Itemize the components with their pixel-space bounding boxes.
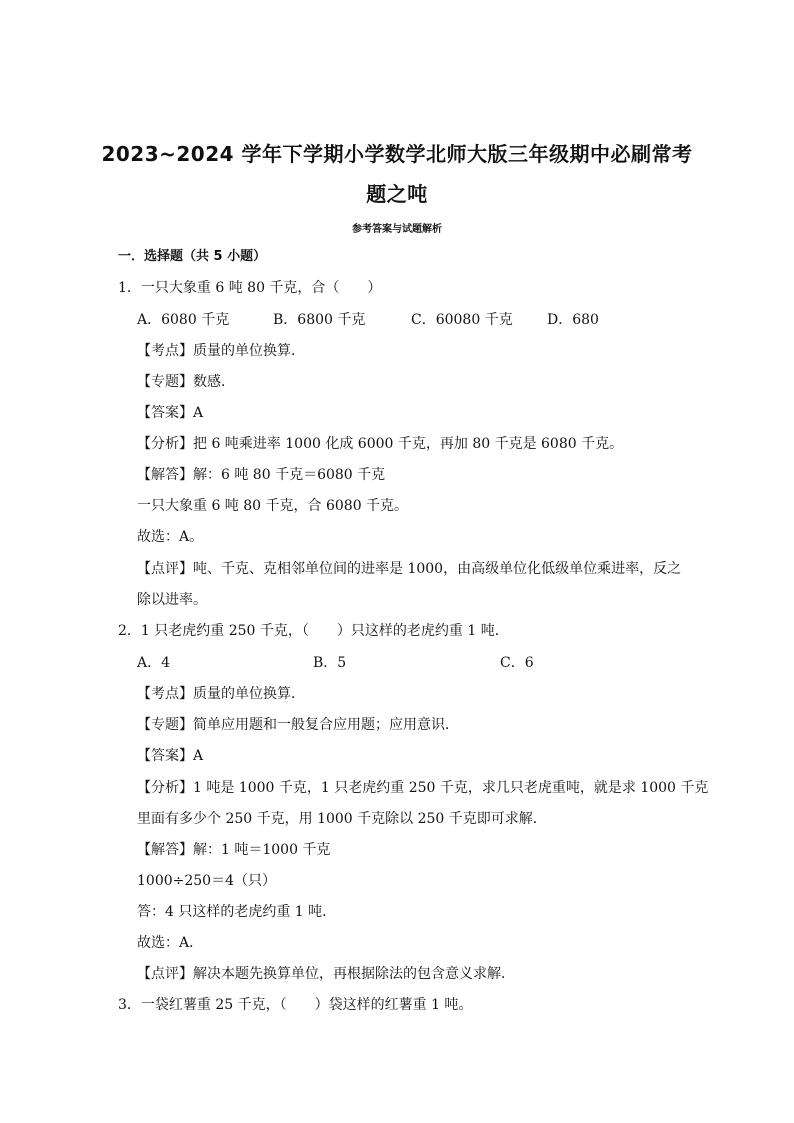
q1-solution-line1: 【解答】解：6 吨 80 千克＝6080 千克 bbox=[137, 467, 386, 483]
q2-answer: 【答案】A bbox=[137, 748, 204, 764]
page-title-line1: 2023~2024 学年下学期小学数学北师大版三年级期中必刷常考 bbox=[101, 142, 693, 166]
q1-comment-line2: 除以进率。 bbox=[137, 592, 207, 608]
q3-stem: 3．一袋红薯重 25 千克，（ ）袋这样的红薯重 1 吨。 bbox=[118, 997, 473, 1013]
q1-option-c: C．60080 千克 bbox=[411, 312, 513, 328]
page-title-line2: 题之吨 bbox=[366, 182, 428, 206]
q1-option-d: D．680 bbox=[547, 312, 599, 328]
q2-solution-line1: 【解答】解：1 吨＝1000 千克 bbox=[137, 842, 331, 858]
q1-solution-line2: 一只大象重 6 吨 80 千克，合 6080 千克。 bbox=[137, 498, 409, 514]
q2-kaodian: 【考点】质量的单位换算． bbox=[137, 686, 305, 702]
q2-stem: 2．1 只老虎约重 250 千克，（ ）只这样的老虎约重 1 吨． bbox=[118, 623, 509, 639]
section-heading: 一．选择题（共 5 小题） bbox=[118, 249, 267, 264]
q1-solution-line3: 故选：A。 bbox=[137, 529, 204, 545]
q1-option-b: B．6800 千克 bbox=[273, 312, 366, 328]
q2-analysis-line2: 里面有多少个 250 千克，用 1000 千克除以 250 千克即可求解． bbox=[137, 811, 547, 827]
q1-answer: 【答案】A bbox=[137, 405, 204, 421]
q2-option-a: A．4 bbox=[137, 655, 171, 671]
q2-comment: 【点评】解决本题先换算单位，再根据除法的包含意义求解． bbox=[137, 966, 515, 982]
q2-analysis-line1: 【分析】1 吨是 1000 千克，1 只老虎约重 250 千克，求几只老虎重吨，就是求 1000 千克 bbox=[137, 780, 709, 796]
q2-option-b: B．5 bbox=[313, 655, 347, 671]
q2-solution-line2: 1000÷250＝4（只） bbox=[137, 873, 276, 889]
page-subtitle: 参考答案与试题解析 bbox=[352, 224, 442, 235]
q1-analysis: 【分析】把 6 吨乘进率 1000 化成 6000 千克，再加 80 千克是 6080 千克。 bbox=[137, 436, 624, 452]
q1-comment-line1: 【点评】吨、千克、克相邻单位间的进率是 1000，由高级单位化低级单位乘进率，反之 bbox=[137, 561, 682, 577]
q1-stem: 1．一只大象重 6 吨 80 千克，合（ ） bbox=[118, 280, 382, 296]
q2-zhuanti: 【专题】简单应用题和一般复合应用题；应用意识． bbox=[137, 717, 459, 733]
q1-option-a: A．6080 千克 bbox=[137, 312, 230, 328]
q2-option-c: C．6 bbox=[500, 655, 534, 671]
q2-solution-line4: 故选：A． bbox=[137, 935, 204, 951]
q1-kaodian: 【考点】质量的单位换算． bbox=[137, 343, 305, 359]
q2-solution-line3: 答：4 只这样的老虎约重 1 吨． bbox=[137, 904, 337, 920]
q1-zhuanti: 【专题】数感． bbox=[137, 374, 235, 390]
